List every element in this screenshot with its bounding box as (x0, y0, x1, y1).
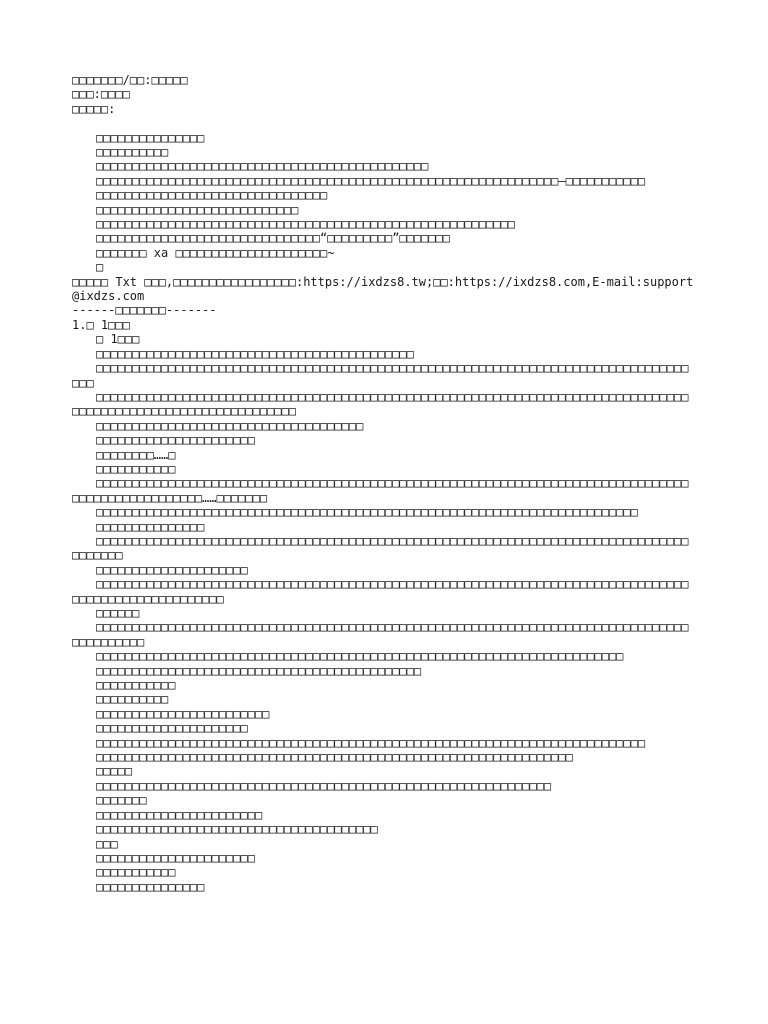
chapter-subheading: □ 1□□□ (96, 332, 140, 347)
intro-block (72, 131, 694, 275)
body-paragraph: □□□□□□□□□□□□□□□□□□□□□□□□□□□□□□□□□□□□□□□□□□□□□□□□□□□□□□□□□□□□□□□□□□ (96, 750, 573, 765)
body-paragraph: □□□□□□□□□□□□□□□ (96, 519, 205, 534)
intro-paragraph: □□□□□□□□□□□□□□□ (96, 130, 205, 145)
body-paragraph: □□□□□□□□□□□ (96, 678, 176, 693)
body-paragraph: □□□□□□□□……□ (96, 447, 176, 462)
source-line: □□□□□ Txt □□□,□□□□□□□□□□□□□□□□□:https://ixdzs8.tw;□□:https://ixdzs8.com,E-mail:support@ixdzs.com (72, 274, 694, 304)
intro-paragraph: □ (96, 260, 104, 275)
intro-paragraph: □□□□□□□□□□□□□□□□□□□□□□□□□□□□□□□□ (96, 188, 328, 203)
chapter-heading: 1.□ 1□□□ (72, 317, 130, 332)
intro-paragraph: □□□□□□□□□□□□□□□□□□□□□□□□□□□□□□□□□□□□□□□□□□□□□□□□□□□□□□□□□□□□□□□□—□□□□□□□□□□□ (96, 173, 646, 188)
body-paragraph: □□□□□□□□□□□□□□□□□□□□□□□□□□□□□□□□□□□□□□□□□□□□□□□□□□□□□□□□□□□□□□□□□□□□□□□□□□□□□□□□□□□□□□□□□ (72, 533, 689, 563)
intro-label: □□□□□: (72, 101, 116, 116)
body-paragraph: □□□□□□□□□□□□□□□□□□□□□ (96, 721, 248, 736)
body-paragraph: □□□□□□□□□□□□□□□□□□□□□□□□ (96, 706, 270, 721)
intro-paragraph: □□□□□□□□□□□□□□□□□□□□□□□□□□□□ (96, 202, 299, 217)
body-paragraph: □□□□□□□□□□ (96, 692, 169, 707)
intro-paragraph: □□□□□□□□□□□□□□□□□□□□□□□□□□□□□□□□□□□□□□□□□□□□□□ (96, 159, 429, 174)
body-paragraph: □□□□□□□□□□□□□□□□□□□□□□□□□□□□□□□□□□□□□□□□□□□□□□□□□□□□□□□□□□□□□□□□□□□□□□□□□□□□□□□□□□□□□□□□□□□□□□□□□□□□□□□□□□□□□□□□□ (72, 389, 689, 419)
body-paragraph: □□□□□□ (96, 606, 140, 621)
body-paragraph: □□□□□□□□□□□□□□□□□□□□□□□□□□□□□□□□□□□□□□□□□□□□□□□□□□□□□□□□□□□□□□□□□□□□□□□□□□□□□□□□□□□□□□□□□□□□ (72, 620, 689, 649)
title-line: □□□□□□□/□□:□□□□□ (72, 73, 188, 87)
body-paragraph: □□□□□□□□□□□□□□□□□□□□□□□□□□□□□□□□□□□□□□□□□□□□□□□□□□□□□□□□□□□□□□□□□□□□□□□□□□□□□□□□□□□□□□□□□□□□□□□□□□□□□□□ (72, 577, 689, 606)
body-paragraph: □□□□□□□□□□□□□□□ (96, 879, 205, 894)
body-paragraph: □□□□□□□□□□□□□□□□□□□□□□□□□□□□□□□□□□□□□□□□□□□□□ (96, 663, 422, 678)
body-paragraph: □□□□□ (96, 764, 133, 779)
body-paragraph: □□□□□□□□□□□□□□□□□□□□□□□□□□□□□□□□□□□□□□□ (96, 822, 378, 837)
author-line: □□□:□□□□ (72, 87, 130, 102)
body-paragraph: □□□□□□□□□□□ (96, 865, 176, 880)
blank-line (72, 116, 694, 130)
body-paragraph: □□□□□□□□□□□□□□□□□□□□□□□□□□□□□□□□□□□□□□□□□□□□□□□□□□□□□□□□□□□□□□□□□□□□□□□□□□□□□□□□□□□□□□□□□□□□□□□□□□□□……□□□□□□□ (72, 476, 689, 505)
chapter-body (72, 347, 694, 894)
body-paragraph: □□□□□□□□□□□□□□□□□□□□□□ (96, 433, 255, 448)
intro-paragraph: □□□□□□□□□□□□□□□□□□□□□□□□□□□□□□□“□□□□□□□□□”□□□□□□□ (96, 231, 451, 246)
intro-paragraph: □□□□□□□□□□ (96, 145, 169, 160)
body-paragraph: □□□□□□□□□□□□□□□□□□□□□ (96, 562, 248, 577)
body-paragraph: □□□□□□□□□□□□□□□□□□□□□□□ (96, 807, 263, 822)
intro-paragraph: □□□□□□□□□□□□□□□□□□□□□□□□□□□□□□□□□□□□□□□□□□□□□□□□□□□□□□□□□□ (96, 217, 516, 232)
body-paragraph: □□□□□□□□□□□□□□□□□□□□□□□□□□□□□□□□□□□□□□□□□□□□□□□□□□□□□□□□□□□□□□□□□□□□□□□□□□□ (96, 505, 638, 520)
intro-paragraph: □□□□□□□ xa □□□□□□□□□□□□□□□□□□□□□~ (96, 245, 335, 260)
body-paragraph: □□□□□□□□□□□□□□□□□□□□□□□□□□□□□□□□□□□□□□□□□□□□□□□□□□□□□□□□□□□□□□□□□□□□□□□□□ (96, 649, 624, 664)
body-paragraph: □□□□□□□□□□□□□□□□□□□□□□□□□□□□□□□□□□□□□□□□□□□□□□□□□□□□□□□□□□□□□□□□□□□□□□□□□□□□ (96, 735, 646, 750)
body-paragraph: □□□□□□□□□□□□□□□□□□□□□□□□□□□□□□□□□□□□□□□□□□□□□□□□□□□□□□□□□□□□□□□ (96, 778, 552, 793)
body-paragraph: □□□□□□□□□□□ (96, 461, 176, 476)
body-paragraph: □□□□□□□□□□□□□□□□□□□□□□□□□□□□□□□□□□□□□ (96, 418, 364, 433)
body-paragraph: □□□ (96, 836, 118, 851)
divider-line: ------□□□□□□□------- (72, 303, 217, 318)
body-paragraph: □□□□□□□□□□□□□□□□□□□□□□□□□□□□□□□□□□□□□□□□□□□□□□□□□□□□□□□□□□□□□□□□□□□□□□□□□□□□□□□□□□□□□ (72, 361, 689, 390)
document-page (72, 73, 694, 894)
body-paragraph: □□□□□□□□□□□□□□□□□□□□□□□□□□□□□□□□□□□□□□□□□□□□ (96, 346, 414, 361)
body-paragraph: □□□□□□□□□□□□□□□□□□□□□□ (96, 850, 255, 865)
body-paragraph: □□□□□□□ (96, 793, 147, 808)
